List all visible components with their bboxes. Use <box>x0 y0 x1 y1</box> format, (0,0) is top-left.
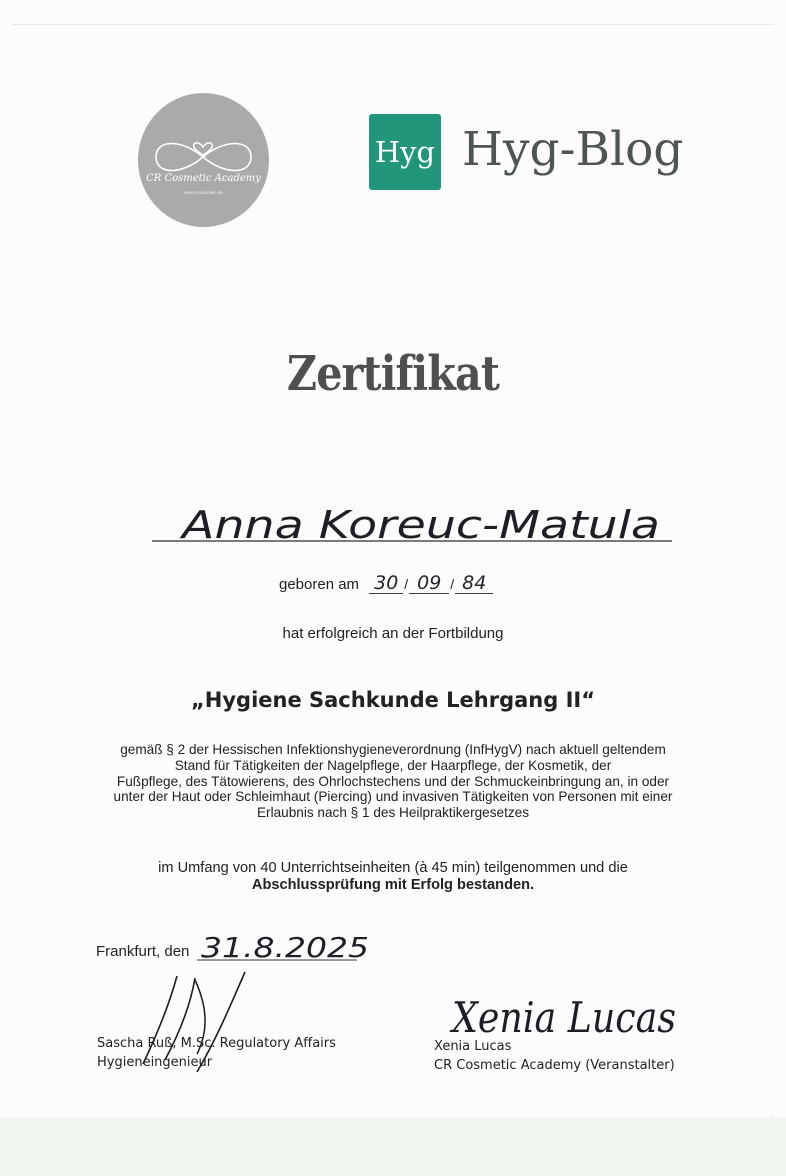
legal-line: unter der Haut oder Schleimhaut (Piercing) und invasiven Tätigkeiten von Personen mit einer <box>113 789 673 805</box>
birth-year: 84 <box>455 573 493 594</box>
academy-url: www.crcosmetic.de <box>184 190 223 195</box>
birth-month: 09 <box>409 573 449 594</box>
recipient-name-text: Anna Koreuc-Matula <box>178 503 661 547</box>
hyg-blog-wordmark: Hyg-Blog <box>462 122 684 177</box>
hyg-badge: Hyg <box>369 114 441 190</box>
birth-label: geboren am <box>279 576 360 593</box>
place-label: Frankfurt, den <box>96 943 190 960</box>
birth-date-line <box>279 572 493 596</box>
birth-day: 30 <box>369 573 403 594</box>
legal-line: Erlaubnis nach § 1 des Heilpraktikergesetzes <box>256 805 530 821</box>
recipient-name <box>152 498 672 546</box>
certificate-title: Zertifikat <box>286 346 500 402</box>
scan-edge-bottom <box>0 1118 786 1176</box>
legal-paragraph <box>90 742 696 821</box>
signature-xenia-lucas <box>448 980 683 1042</box>
birth-separator: / <box>404 576 409 592</box>
scan-edge-top <box>12 24 774 25</box>
legal-line: gemäß § 2 der Hessischen Infektionshygieneverordnung (InfHygV) nach aktuell geltendem <box>120 742 666 757</box>
signing-date-text: 31.8.2025 <box>201 931 369 964</box>
exam-passed-text: Abschlussprüfung mit Erfolg bestanden. <box>251 877 535 893</box>
signer-left-name: Sascha Ruß, M.Sc. Regulatory Affairs <box>97 1036 336 1051</box>
legal-line: Stand für Tätigkeiten der Nagelpflege, der Haarpflege, der Kosmetik, der <box>174 757 612 773</box>
signer-right-name: Xenia Lucas <box>434 1039 512 1054</box>
intro-text: hat erfolgreich an der Fortbildung <box>282 625 504 642</box>
infinity-heart-icon <box>148 125 259 175</box>
birth-separator: / <box>450 576 455 592</box>
academy-name: CR Cosmetic Academy <box>146 173 261 184</box>
scope-text: im Umfang von 40 Unterrichtseinheiten (à 45 min) teilgenommen und die <box>158 860 628 876</box>
signer-right-title: CR Cosmetic Academy (Veranstalter) <box>434 1058 675 1073</box>
signing-date <box>197 930 375 966</box>
course-title: „Hygiene Sachkunde Lehrgang II“ <box>190 688 596 712</box>
signature-xenia-text: Xenia Lucas <box>449 993 676 1042</box>
legal-line: Fußpflege, des Tätowierens, des Ohrlochstechens und der Schmuckeinbringung an, in oder <box>116 773 670 789</box>
signer-left-title: Hygieneingenieur <box>97 1055 213 1070</box>
cr-cosmetic-academy-logo <box>138 93 269 227</box>
